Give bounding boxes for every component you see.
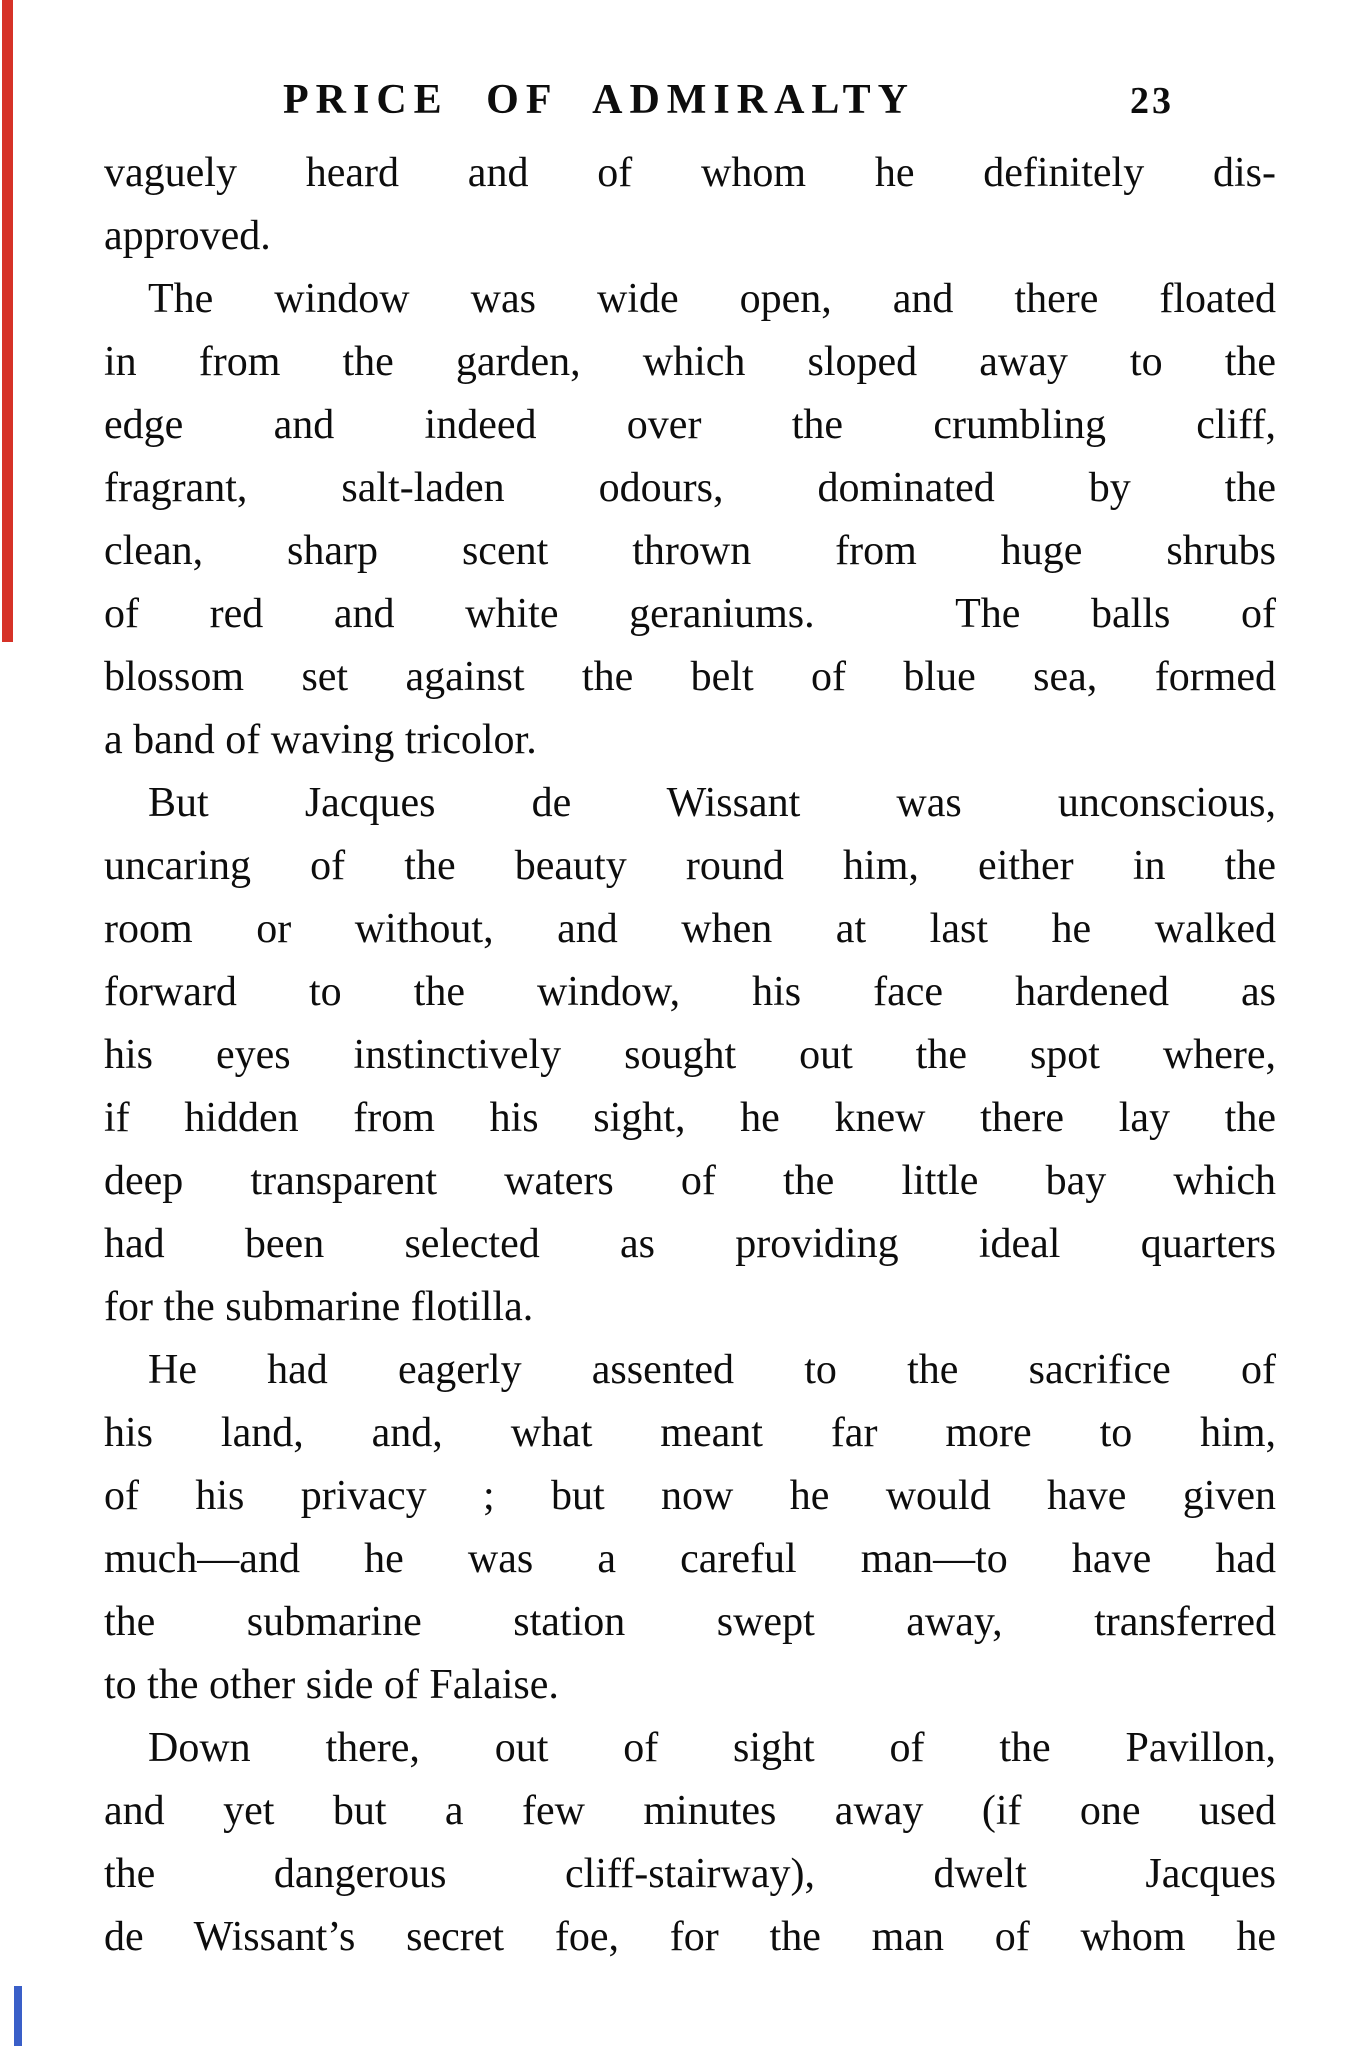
text-line: room or without, and when at last he walked: [104, 906, 1276, 952]
text-line: if hidden from his sight, he knew there lay the: [104, 1095, 1276, 1141]
scan-color-mark-red: [2, 0, 13, 642]
text-line: of his privacy ; but now he would have given: [104, 1473, 1276, 1519]
text-line: de Wissant’s secret foe, for the man of whom he: [104, 1914, 1276, 1960]
page-number: 23: [1130, 80, 1174, 122]
text-line: edge and indeed over the crumbling cliff,: [104, 402, 1276, 448]
text-line: forward to the window, his face hardened as: [104, 969, 1276, 1015]
running-header-title: PRICE OF ADMIRALTY: [283, 77, 915, 123]
text-line: clean, sharp scent thrown from huge shrubs: [104, 528, 1276, 574]
text-line: the dangerous cliff-stairway), dwelt Jacques: [104, 1851, 1276, 1897]
text-line: blossom set against the belt of blue sea, formed: [104, 654, 1276, 700]
text-line: in from the garden, which sloped away to the: [104, 339, 1276, 385]
text-line: uncaring of the beauty round him, either in the: [104, 843, 1276, 889]
text-line: approved.: [104, 213, 271, 259]
text-line: Down there, out of sight of the Pavillon,: [148, 1725, 1276, 1771]
text-line: The window was wide open, and there floated: [148, 276, 1276, 322]
text-line: a band of waving tricolor.: [104, 717, 537, 763]
text-line: his eyes instinctively sought out the spot where,: [104, 1032, 1276, 1078]
text-line: But Jacques de Wissant was unconscious,: [148, 780, 1276, 826]
text-line: to the other side of Falaise.: [104, 1662, 559, 1708]
text-line: deep transparent waters of the little bay which: [104, 1158, 1276, 1204]
text-line: had been selected as providing ideal quarters: [104, 1221, 1276, 1267]
text-line: and yet but a few minutes away (if one used: [104, 1788, 1276, 1834]
text-line: much—and he was a careful man—to have had: [104, 1536, 1276, 1582]
text-line: He had eagerly assented to the sacrifice of: [148, 1347, 1276, 1393]
text-line: for the submarine flotilla.: [104, 1284, 534, 1330]
text-line: fragrant, salt-laden odours, dominated by the: [104, 465, 1276, 511]
body-text-block: [104, 142, 1276, 1969]
text-line: vaguely heard and of whom he definitely dis-: [104, 150, 1276, 196]
text-line: of red and white geraniums. The balls of: [104, 591, 1276, 637]
scan-color-mark-blue: [14, 1986, 22, 2046]
text-line: the submarine station swept away, transferred: [104, 1599, 1276, 1645]
text-line: his land, and, what meant far more to him,: [104, 1410, 1276, 1456]
